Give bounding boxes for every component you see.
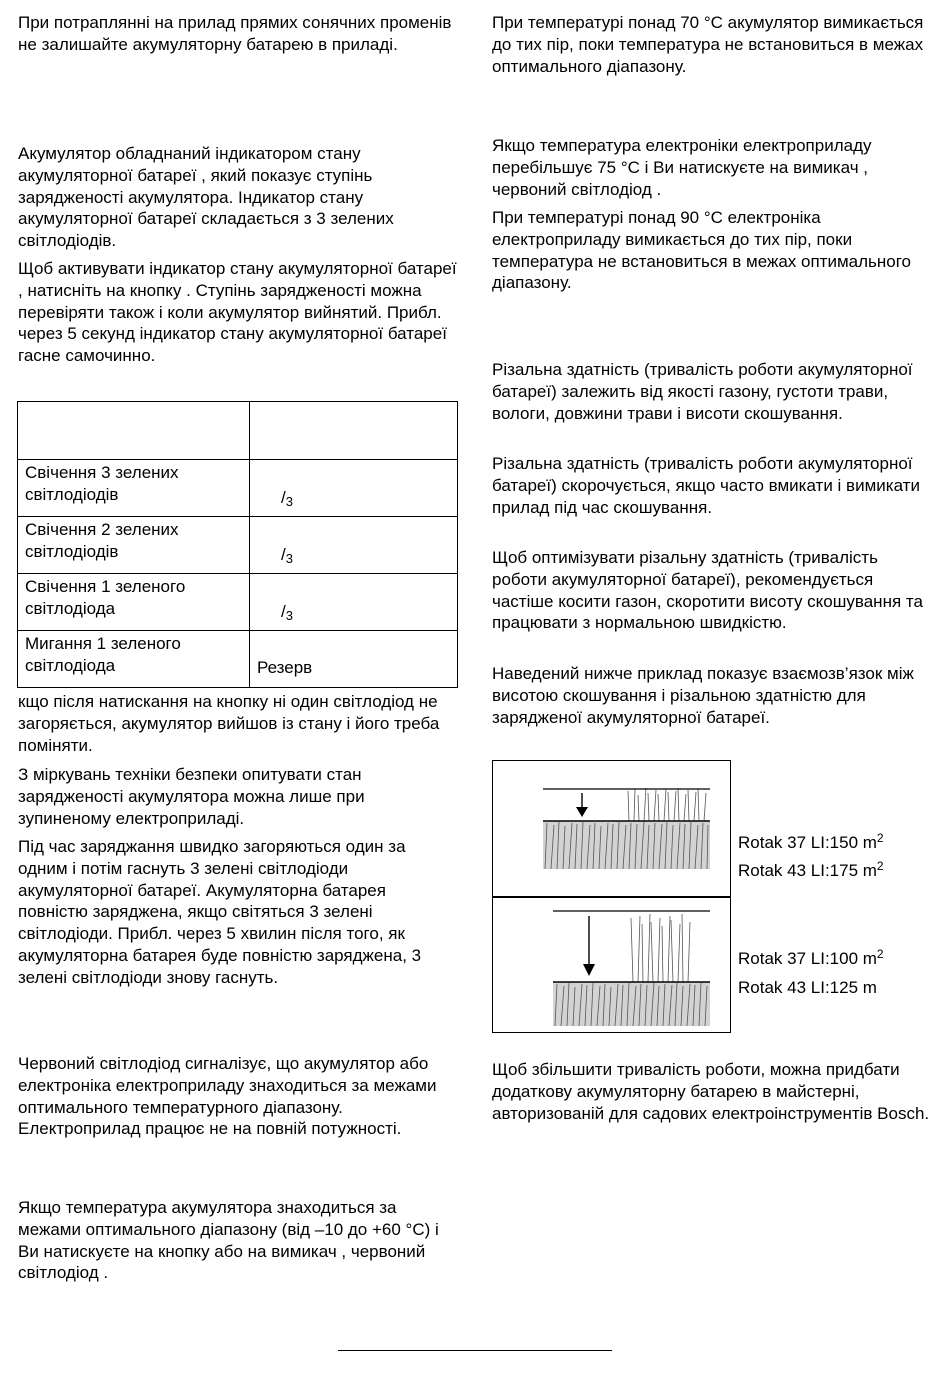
capacity-value: / xyxy=(281,545,286,564)
capacity-cell xyxy=(250,517,458,574)
led-state-cell: Свічення 2 зелених світлодіодів xyxy=(18,517,250,574)
battery-indicator-activation: Щоб активувати індикатор стану акумуляторної батареї , натисніть на кнопку . Ступінь зарядженості можна перевіряти також і коли акумулятор вийнятий. Прибл. через 5 секунд індикатор стану акумуляторної батареї гасне самочинно. xyxy=(18,259,457,366)
mowing-height-figure-low xyxy=(492,760,731,897)
led-state-cell: Свічення 1 зеленого світлодіода xyxy=(18,574,250,631)
table-header-cell-led xyxy=(18,402,250,460)
safety-check-paragraph: З міркувань техніки безпеки опитувати стан зарядженості акумулятора можна лише при зупиненому електроприладі. xyxy=(18,765,365,828)
capacity-cell xyxy=(250,574,458,631)
figure-1-label-2: Rotak 43 LI:175 $m^2$ xyxy=(738,859,884,880)
capacity-denominator: 3 xyxy=(285,608,293,623)
cutting-optimization-paragraph: Щоб оптимізувати різальну здатність (тривалість роботи акумуляторної батареї), рекомендується частіше косити газон, скоротити висоту скошування та працювати з нормальною швидкістю. xyxy=(492,548,923,633)
figure-2-label-1: Rotak 37 LI:100 $m^2$ xyxy=(738,947,884,968)
extra-battery-paragraph: Щоб збільшити тривалість роботи, можна придбати додаткову акумуляторну батарею в майстерні, авторизованій для садових електроінструментів Bosch. xyxy=(492,1060,930,1123)
cutting-capacity-reduction-paragraph: Різальна здатність (тривалість роботи акумуляторної батареї) скорочується, якщо часто вмикати і вимикати прилад під час скошування. xyxy=(492,454,920,517)
capacity-cell xyxy=(250,460,458,517)
grass-base xyxy=(553,982,710,1026)
table-row xyxy=(18,574,458,631)
capacity-cell xyxy=(250,631,458,688)
table-row xyxy=(18,460,458,517)
red-led-paragraph: Червоний світлодіод сигналізує, що акумулятор або електроніка електроприладу знаходиться за межами оптимального температурного діапазону. Електроприлад працює не на повній потужності. xyxy=(18,1054,437,1139)
battery-fault-paragraph: кщо після натискання на кнопку ні один світлодіод не загоряється, акумулятор вийшов із стану і його треба поміняти. xyxy=(18,692,440,755)
mowing-height-figure-high xyxy=(492,897,731,1033)
cutting-capacity-paragraph: Різальна здатність (тривалість роботи акумуляторної батареї) залежить від якості газону, густоти трави, вологи, довжини трави і висоти скошування. xyxy=(492,360,913,423)
arrow-head xyxy=(576,807,588,817)
capacity-denominator: 3 xyxy=(285,551,293,566)
temperature-range-paragraph: Якщо температура акумулятора знаходиться за межами оптимального діапазону (від –10 до +60 °C) і Ви натискуєте на кнопку або на вимикач , червоний світлодіод . xyxy=(18,1198,439,1283)
capacity-denominator: 3 xyxy=(285,494,293,509)
battery-state-table xyxy=(17,401,458,688)
sun-warning-paragraph: При потраплянні на прилад прямих сонячних променів не залишайте акумуляторну батарею в приладі. xyxy=(18,13,452,54)
footer-divider xyxy=(338,1350,612,1351)
grass-cut-large-illustration xyxy=(493,898,730,1032)
figure-2-label-2: Rotak 43 LI:125 m xyxy=(738,978,877,997)
electronics-overheat-paragraph: При температурі понад 90 °C електроніка електроприладу вимикається до тих пір, поки температура не встановиться в межах оптимального діапазону. xyxy=(492,208,911,293)
table-header-cell-capacity xyxy=(250,402,458,460)
battery-indicator-intro: Акумулятор обладнаний індикатором стану акумуляторної батареї , який показує ступінь зарядженості акумулятора. Індикатор стану акумуляторної батареї складається з 3 зелених світлодіодів. xyxy=(18,144,394,251)
electronics-temp-paragraph: Якщо температура електроніки електроприладу перебільшує 75 °C і Ви натискуєте на вимикач , червоний світлодіод . xyxy=(492,136,872,199)
table-row xyxy=(18,517,458,574)
table-row xyxy=(18,631,458,688)
grass-cut-small-illustration xyxy=(493,761,730,896)
reserve-label: Резерв xyxy=(257,658,313,677)
led-state-cell: Свічення 3 зелених світлодіодів xyxy=(18,460,250,517)
capacity-value: / xyxy=(281,488,286,507)
example-intro-paragraph: Наведений нижче приклад показує взаємозв’язок між висотою скошування і різальною здатністю для зарядженої акумуляторної батареї. xyxy=(492,664,914,727)
figure-1-label-1: Rotak 37 LI:150 $m^2$ xyxy=(738,831,884,852)
battery-overheat-paragraph: При температурі понад 70 °C акумулятор вимикається до тих пір, поки температура не встановиться в межах оптимального діапазону. xyxy=(492,13,924,76)
arrow-head xyxy=(583,964,595,976)
table-header-row xyxy=(18,402,458,460)
led-state-cell: Мигання 1 зеленого світлодіода xyxy=(18,631,250,688)
capacity-value: / xyxy=(281,602,286,621)
charging-paragraph: Під час заряджання швидко загоряються один за одним і потім гаснуть 3 зелені світлодіоди акумуляторної батареї. Акумуляторна батарея повністю заряджена, якщо світяться 3 зелені світлодіоди. Прибл. через 5 хвилин після того, як акумуляторна батарея буде повністю заряджена, 3 зелені світлодіоди знову гаснуть. xyxy=(18,837,422,987)
